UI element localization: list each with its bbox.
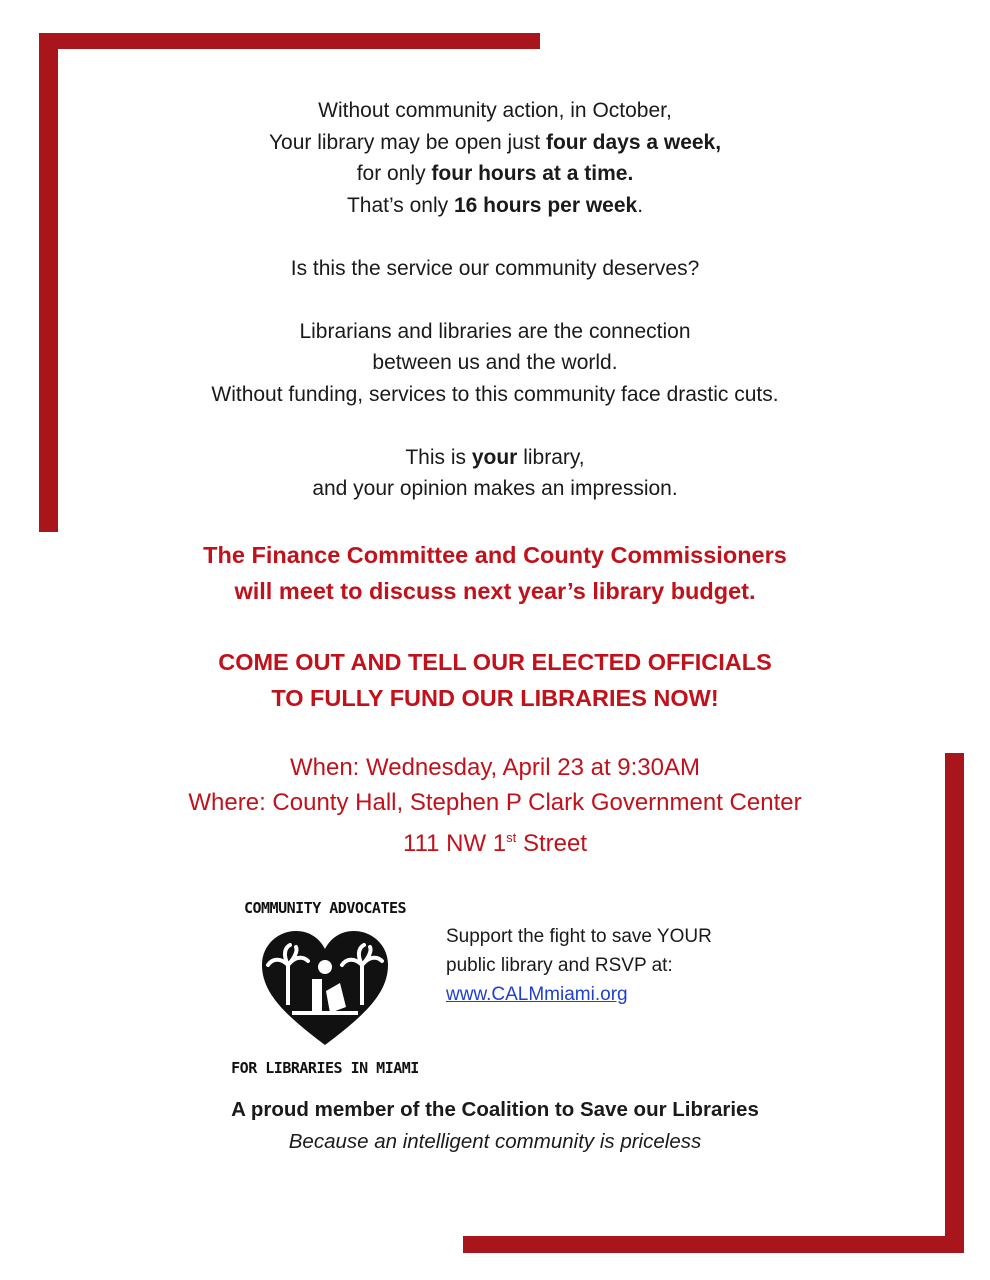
opinion-line-1: This is your library, <box>405 445 585 469</box>
logo-top-text: COMMUNITY ADVOCATES <box>243 899 407 917</box>
question-text: Is this the service our community deserves? <box>290 256 700 280</box>
logo-bottom-text: FOR LIBRARIES IN MIAMI <box>231 1059 419 1077</box>
event-when: When: Wednesday, April 23 at 9:30AM <box>289 754 700 781</box>
connection-line-2: between us and the world. <box>372 351 618 374</box>
intro-line-4: That’s only 16 hours per week. <box>346 193 644 217</box>
calm-website-link[interactable]: www.CALMmiami.org <box>446 984 628 1005</box>
footer <box>0 1094 990 1158</box>
intro-line-3: for only four hours at a time. <box>356 162 634 185</box>
connection-line-3: Without funding, services to this community face drastic cuts. <box>211 382 779 406</box>
intro-line-2: Your library may be open just four days a week, <box>268 130 722 154</box>
frame-top-left-horizontal <box>39 33 540 49</box>
footer-line-1: A proud member of the Coalition to Save our Libraries <box>231 1098 759 1121</box>
intro-block <box>0 95 990 505</box>
support-block <box>446 922 712 1009</box>
event-address: 111 NW 1st Street <box>403 830 587 857</box>
support-line-2: public library and RSVP at: <box>446 955 673 976</box>
support-line-1: Support the fight to save YOUR <box>446 926 712 947</box>
footer-line-2: Because an intelligent community is priceless <box>288 1130 702 1153</box>
frame-bottom-right-horizontal <box>463 1236 964 1253</box>
event-where: Where: County Hall, Stephen P Clark Government Center <box>188 789 802 816</box>
intro-line-1: Without community action, in October, <box>318 99 672 122</box>
connection-line-1: Librarians and libraries are the connection <box>299 319 691 343</box>
event-details <box>0 750 990 861</box>
meeting-headline <box>0 537 990 609</box>
cta-line-1: COME OUT AND TELL OUR ELECTED OFFICIALS <box>218 649 772 675</box>
meeting-line-2: will meet to discuss next year’s library budget. <box>234 578 756 604</box>
support-link-line <box>446 980 712 1009</box>
meeting-line-1: The Finance Committee and County Commissioners <box>203 542 787 568</box>
cta-line-2: TO FULLY FUND OUR LIBRARIES NOW! <box>271 685 719 711</box>
opinion-line-2: and your opinion makes an impression. <box>312 477 678 500</box>
calm-logo <box>230 895 420 1085</box>
call-to-action <box>0 644 990 716</box>
heart-palm-reader-icon <box>230 895 420 1085</box>
